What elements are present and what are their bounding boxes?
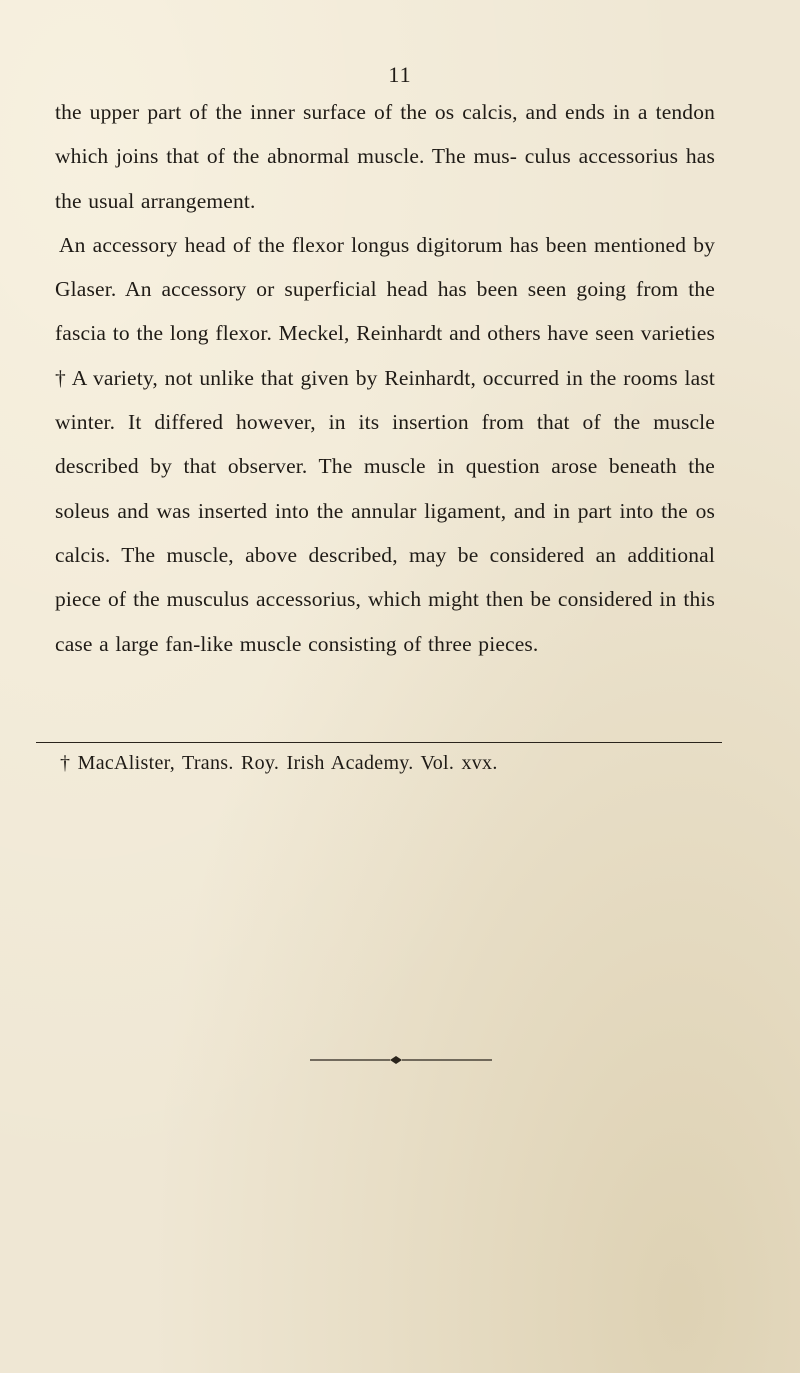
- footnote-divider: [36, 742, 722, 743]
- footnote: [60, 748, 740, 778]
- footnote-marker: †: [60, 752, 71, 774]
- paragraph-1: the upper part of the inner surface of the os calcis, and ends in a tendon which joins that of the abnormal muscle. The mus- culus accessorius has the usual arrangement.: [55, 100, 715, 213]
- end-ornament: [310, 1054, 492, 1066]
- paragraph-2: An accessory head of the flexor longus digitorum has been mentioned by Glaser. An accessory or superficial head has been seen going from the fascia to the long flexor. Meckel, Reinhardt and others have seen varieties † A variety, not unlike that given by Reinhardt, occurred in the rooms last winter. It differed however, in its insertion from that of the muscle described by that observer. The muscle in question arose beneath the soleus and was inserted into the annular ligament, and in part into the os calcis. The muscle, above described, may be considered an additional piece of the musculus accessorius, which might then be considered in this case a large fan-like muscle consisting of three pieces.: [55, 232, 715, 656]
- body-text: [55, 90, 715, 666]
- page-number: 11: [388, 62, 412, 87]
- footnote-text: MacAlister, Trans. Roy. Irish Academy. Vol. xvx.: [77, 752, 498, 774]
